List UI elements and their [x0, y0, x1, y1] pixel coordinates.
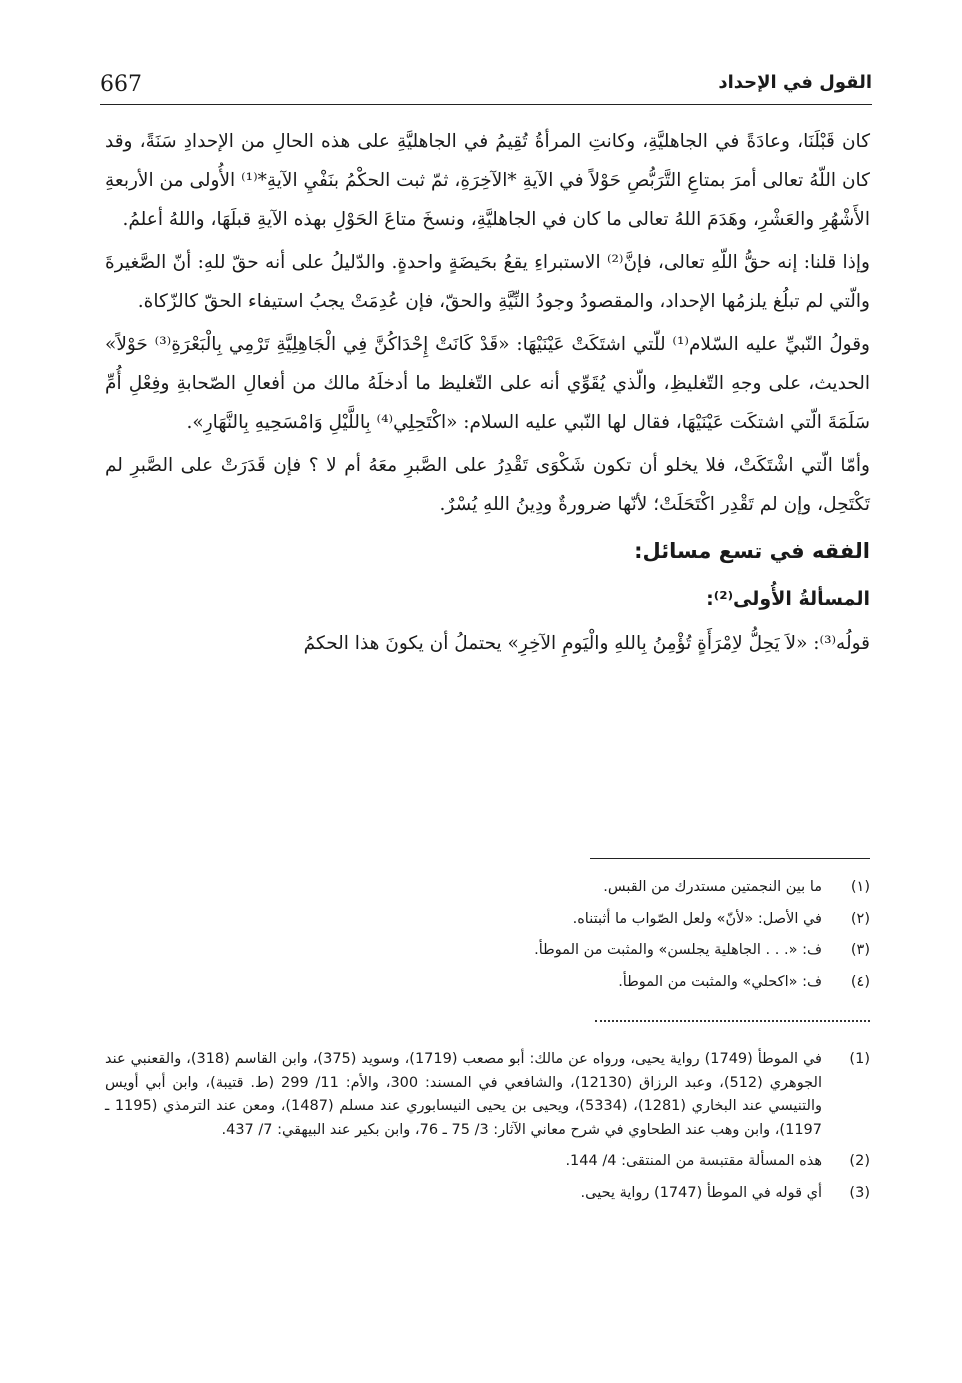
paragraph-4: وأمّا الّتي اشْتَكَتْ، فلا يخلو أن تكون شَكْوَى تَقْدِرُ على الصَّبرِ معَهُ أم لا ؟ فإن قَدَرَتْ على الصَّبرِ لم تَكْتَحِل، وإن لم تَقْدِر اكْتَحَلَتْ؛ لأنّها ضرورةٌ ودِينُ اللهِ يُسْرٌ. — [105, 455, 870, 515]
footnote-marker: (3) — [849, 1184, 870, 1201]
footnote-item — [105, 1182, 870, 1206]
paragraph-3: وقولُ النّبيِّ عليه السّلام⁽¹⁾ للّتي اشتَكَتْ عَيْنَيْهَا: «قَدْ كَانَتْ إِحْدَاكُنَّ فِي الْجَاهِلِيَّةِ تَرْمِي بِالْبَعْرَةِ⁽³⁾ حَوْلاً» الحديث، على وجهِ التّغليظِ، والّذي يُقَوِّي أنه على التّغليظ ما أدخلَهُ مالك من أفعالِ الصّحابةِ وفِعْلِ أُمِّ سَلَمَةَ الّتي اشتكَت عَيْنَيْهَا، فقال لها النّبي عليه السلام: «اكْتَحِلِي⁽⁴⁾ بِاللَّيْلِ وَامْسَحِيهِ بِالنَّهَارِ». — [105, 334, 870, 433]
footnote-marker: (٣) — [850, 942, 870, 958]
footnote-text: في الموطأ (1749) رواية يحيى، ورواه عن مالك: أبو مصعب (1719)، وسويد (375)، وابن القاسم (318)، والقعنبي عند الجوهري (512)، وعبد الرزاق (12130)، والشافعي في المسند: 300، والأم: 11/ 299 (ط. قتيبة)، وابن أبي أويس والتنيسي عند البخاري (1281)، (5334)، ويحيى بن يحيى النيسابوري عند مسلم (1487)، ومعن عند الترمذي (1195 ـ 1197)، وابن وهب عند الطحاوي في شرح معاني الآثار: 3/ 75 ـ 76، وابن بكير عند البيهقي: 7/ 437. — [105, 1051, 822, 1138]
subsection-heading: المسألةُ الأُولى⁽²⁾: — [706, 588, 870, 610]
footnote-marker: (٢) — [850, 910, 870, 927]
paragraph-2: وإذا قلنا: إنه حقُّ اللّهِ تعالى، فإنَّ⁽²⁾ الاستبراءِ يقعُ بحَيضَةٍ واحدةٍ. والدّليلُ على أنه حقّ للهِ: أنّ الصَّغيرةَ والّتي لم تبلُغ يلزمُها الإحداد، والمقصودُ وجودُ النِّيَّةِ والحقّ، فإن عُدِمَتْ يجبُ استيفاء الحقّ كالزّكاة. — [105, 252, 870, 312]
footnote-text: أي قوله في الموطأ (1747) رواية يحيى. — [580, 1184, 822, 1201]
paragraph-5: قولُه⁽³⁾: «لاَ يَحِلُّ لاِمْرَأَةٍ تُؤْمِنُ بِاللهِ والْيَومِ الآخِرِ» يحتملُ أن يكونَ هذا الحكمُ — [303, 633, 870, 654]
footnote-text: هذه المسألة مقتبسة من المنتقى: 4/ 144. — [565, 1153, 822, 1169]
page-number: 667 — [100, 72, 142, 97]
footnote-text: ف: «اكحلي» والمثبت من الموطأ. — [618, 973, 822, 990]
footnote-item — [400, 967, 870, 999]
footnote-item — [400, 935, 870, 967]
footnote-marker: (٤) — [850, 973, 870, 990]
footnote-text: ما بين النجمتين مستدرك من القبس. — [603, 879, 822, 895]
paragraph-1: كان قَبْلَنَا، وعادَةً في الجاهليَّةِ، وكانتِ المرأةُ تُقِيمُ في الجاهليَّةِ على هذه الحالِ من الإحدادِ سَنَةً، وقد كان اللّهُ تعالى أمرَ بمتاعِ التَّرَبُّصِ حَوْلاً في الآيةِ *الآخِرَةِ، ثمّ ثبت الحكْمُ بنَفْيِ الآيةِ*⁽¹⁾ الأُولى من الأربعةِ الأَشْهُرِ والعَشْرِ، وهَدَمَ اللهُ تعالى ما كان في الجاهليَّةِ، ونسخَ متاعَ الحَوْلِ بهذه الآيةِ قبلَهَا، واللهُ أعلمُ. — [105, 131, 870, 230]
footnote-marker: (2) — [849, 1153, 870, 1169]
dotted-separator — [595, 1020, 870, 1022]
page-header — [100, 70, 872, 104]
footnote-marker: (1) — [849, 1051, 870, 1067]
header-rule — [100, 104, 872, 105]
editor-footnotes — [400, 872, 870, 998]
footnote-text: في الأصل: «لأنّ» ولعل الصّواب ما أثبتناه. — [572, 910, 822, 927]
footnote-item — [105, 1048, 870, 1142]
footnote-rule — [590, 858, 870, 859]
footnote-text: ف: «. . . الجاهلية يجلسن» والمثبت من الموطأ. — [534, 942, 822, 958]
footnote-marker: (١) — [850, 879, 870, 895]
main-text — [105, 122, 870, 667]
source-footnotes — [105, 1048, 870, 1213]
footnote-item — [105, 1150, 870, 1174]
footnote-item — [400, 872, 870, 904]
footnote-item — [400, 904, 870, 936]
running-head: القول في الإحداد — [718, 72, 872, 93]
section-heading: الفقه في تسع مسائل: — [634, 539, 870, 563]
